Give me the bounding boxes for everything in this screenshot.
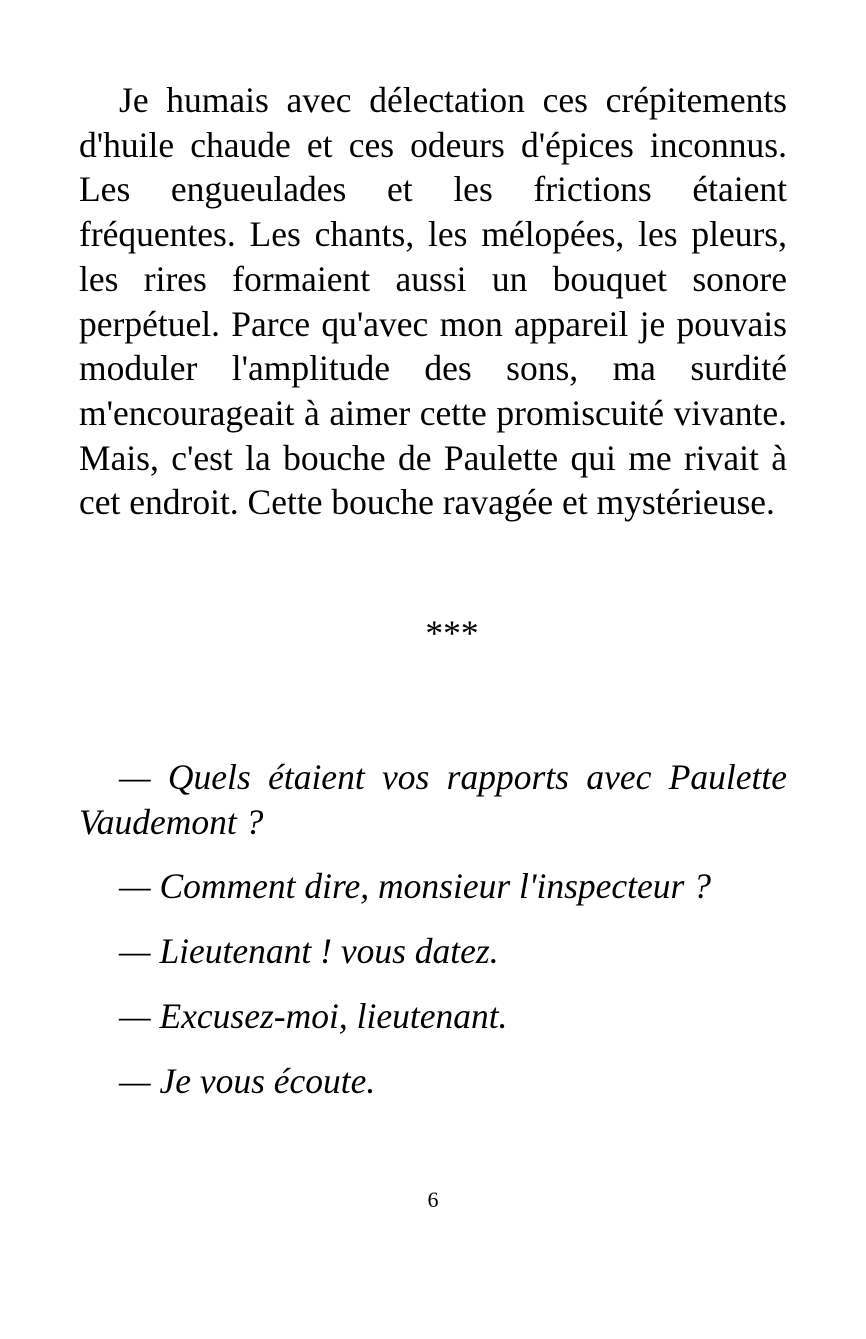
dialogue-line: — Quels étaient vos rapports avec Paulette Vaudemont ?	[79, 757, 787, 842]
dialogue-line: — Je vous écoute.	[119, 1060, 376, 1101]
scene-separator: ***	[425, 613, 479, 654]
dialogue-block	[79, 755, 787, 1103]
page-body	[79, 78, 787, 1123]
page-number: 6	[427, 1187, 439, 1212]
body-paragraph: Je humais avec délectation ces crépitements d'huile chaude et ces odeurs d'épices inconnus. Les engueulades et les frictions étaient fréquentes. Les chants, les mélopées, les pleurs, les rires formaient aussi un bouquet sonore perpétuel. Parce qu'avec mon appareil je pouvais moduler l'amplitude des sons, ma surdité m'encourageait à aimer cette promiscuité vivante. Mais, c'est la bouche de Paulette qui me rivait à cet endroit. Cette bouche ravagée et mystérieuse.	[79, 80, 787, 523]
dialogue-line: — Comment dire, monsieur l'inspecteur ?	[119, 866, 711, 907]
dialogue-line: — Excusez-moi, lieutenant.	[119, 995, 508, 1036]
dialogue-line: — Lieutenant ! vous datez.	[119, 931, 499, 972]
